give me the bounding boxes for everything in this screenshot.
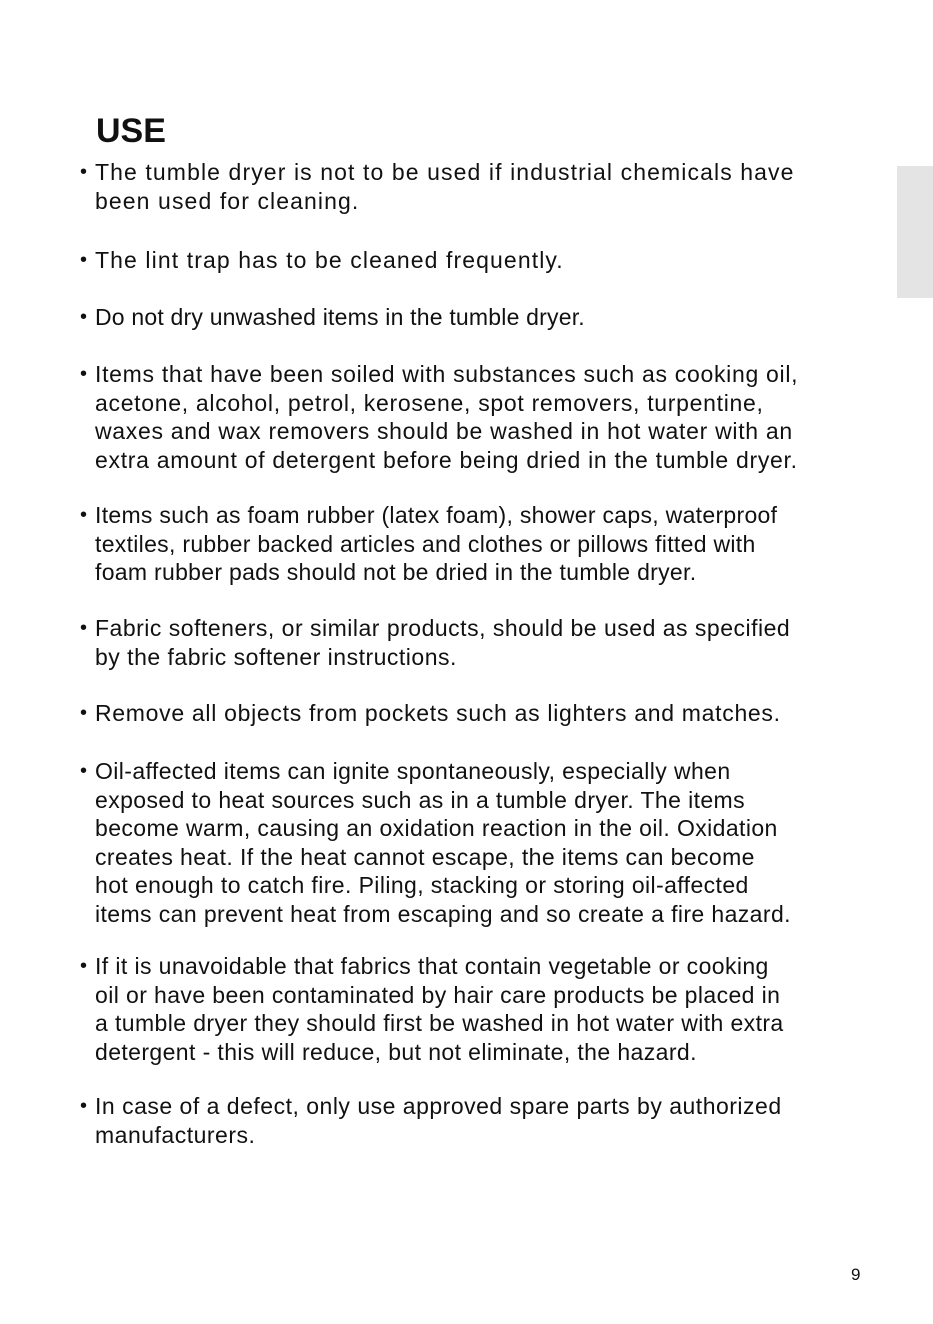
bullet-line: extra amount of detergent before being dried in the tumble dryer. [95, 446, 798, 473]
bullet-line: Items that have been soiled with substances such as cooking oil, [95, 361, 799, 387]
bullet-line: Items such as foam rubber (latex foam), shower caps, waterproof [95, 502, 778, 528]
side-tab-marker [897, 166, 933, 298]
bullet-item [80, 1092, 895, 1149]
bullet-line: detergent - this will reduce, but not eliminate, the hazard. [95, 1038, 697, 1065]
bullet-dot: • [80, 363, 88, 385]
bullet-line: items can prevent heat from escaping and so create a fire hazard. [95, 900, 791, 927]
bullet-line: hot enough to catch fire. Piling, stacking or storing oil-affected [95, 872, 749, 898]
bullet-line: acetone, alcohol, petrol, kerosene, spot removers, turpentine, [95, 389, 764, 416]
bullet-dot: • [80, 702, 88, 724]
section-heading: USE [96, 112, 166, 150]
bullet-item [80, 501, 895, 587]
bullet-line: manufacturers. [95, 1121, 256, 1148]
bullet-line: Oil-affected items can ignite spontaneously, especially when [95, 758, 731, 784]
bullet-item [80, 699, 895, 728]
bullet-line: a tumble dryer they should first be washed in hot water with extra [95, 1010, 784, 1036]
bullet-line: creates heat. If the heat cannot escape, the items can become [95, 843, 755, 870]
bullet-line: If it is unavoidable that fabrics that contain vegetable or cooking [95, 953, 769, 979]
bullet-line: Fabric softeners, or similar products, should be used as specified [95, 615, 791, 641]
bullet-dot: • [80, 617, 88, 639]
bullet-dot: • [80, 161, 89, 183]
bullet-dot: • [80, 955, 88, 977]
bullet-line: Remove all objects from pockets such as lighters and matches. [95, 700, 781, 726]
bullet-line: been used for cleaning. [95, 187, 360, 214]
bullet-dot: • [80, 760, 88, 782]
bullet-item [80, 158, 895, 215]
bullet-dot: • [80, 504, 88, 526]
bullet-line: The tumble dryer is not to be used if industrial chemicals have [95, 159, 795, 185]
bullet-item [80, 757, 895, 928]
bullet-line: textiles, rubber backed articles and clothes or pillows fitted with [95, 530, 756, 557]
bullet-line: waxes and wax removers should be washed in hot water with an [95, 418, 793, 444]
bullet-dot: • [80, 249, 89, 271]
bullet-item [80, 360, 895, 474]
bullet-item [80, 614, 895, 671]
bullet-line: become warm, causing an oxidation reaction in the oil. Oxidation [95, 815, 778, 841]
bullet-dot: • [80, 1095, 88, 1117]
bullet-dot: • [80, 306, 88, 328]
bullet-line: In case of a defect, only use approved spare parts by authorized [95, 1093, 782, 1119]
bullet-line: Do not dry unwashed items in the tumble dryer. [95, 304, 585, 330]
bullet-line: exposed to heat sources such as in a tumble dryer. The items [95, 786, 746, 813]
page-number: 9 [851, 1265, 861, 1284]
bullet-line: by the fabric softener instructions. [95, 643, 457, 670]
bullet-item [80, 952, 895, 1066]
bullet-item [80, 303, 895, 332]
bullet-line: The lint trap has to be cleaned frequently. [95, 247, 564, 273]
bullet-line: oil or have been contaminated by hair care products be placed in [95, 981, 781, 1008]
bullet-item [80, 246, 895, 275]
bullet-line: foam rubber pads should not be dried in the tumble dryer. [95, 559, 697, 585]
